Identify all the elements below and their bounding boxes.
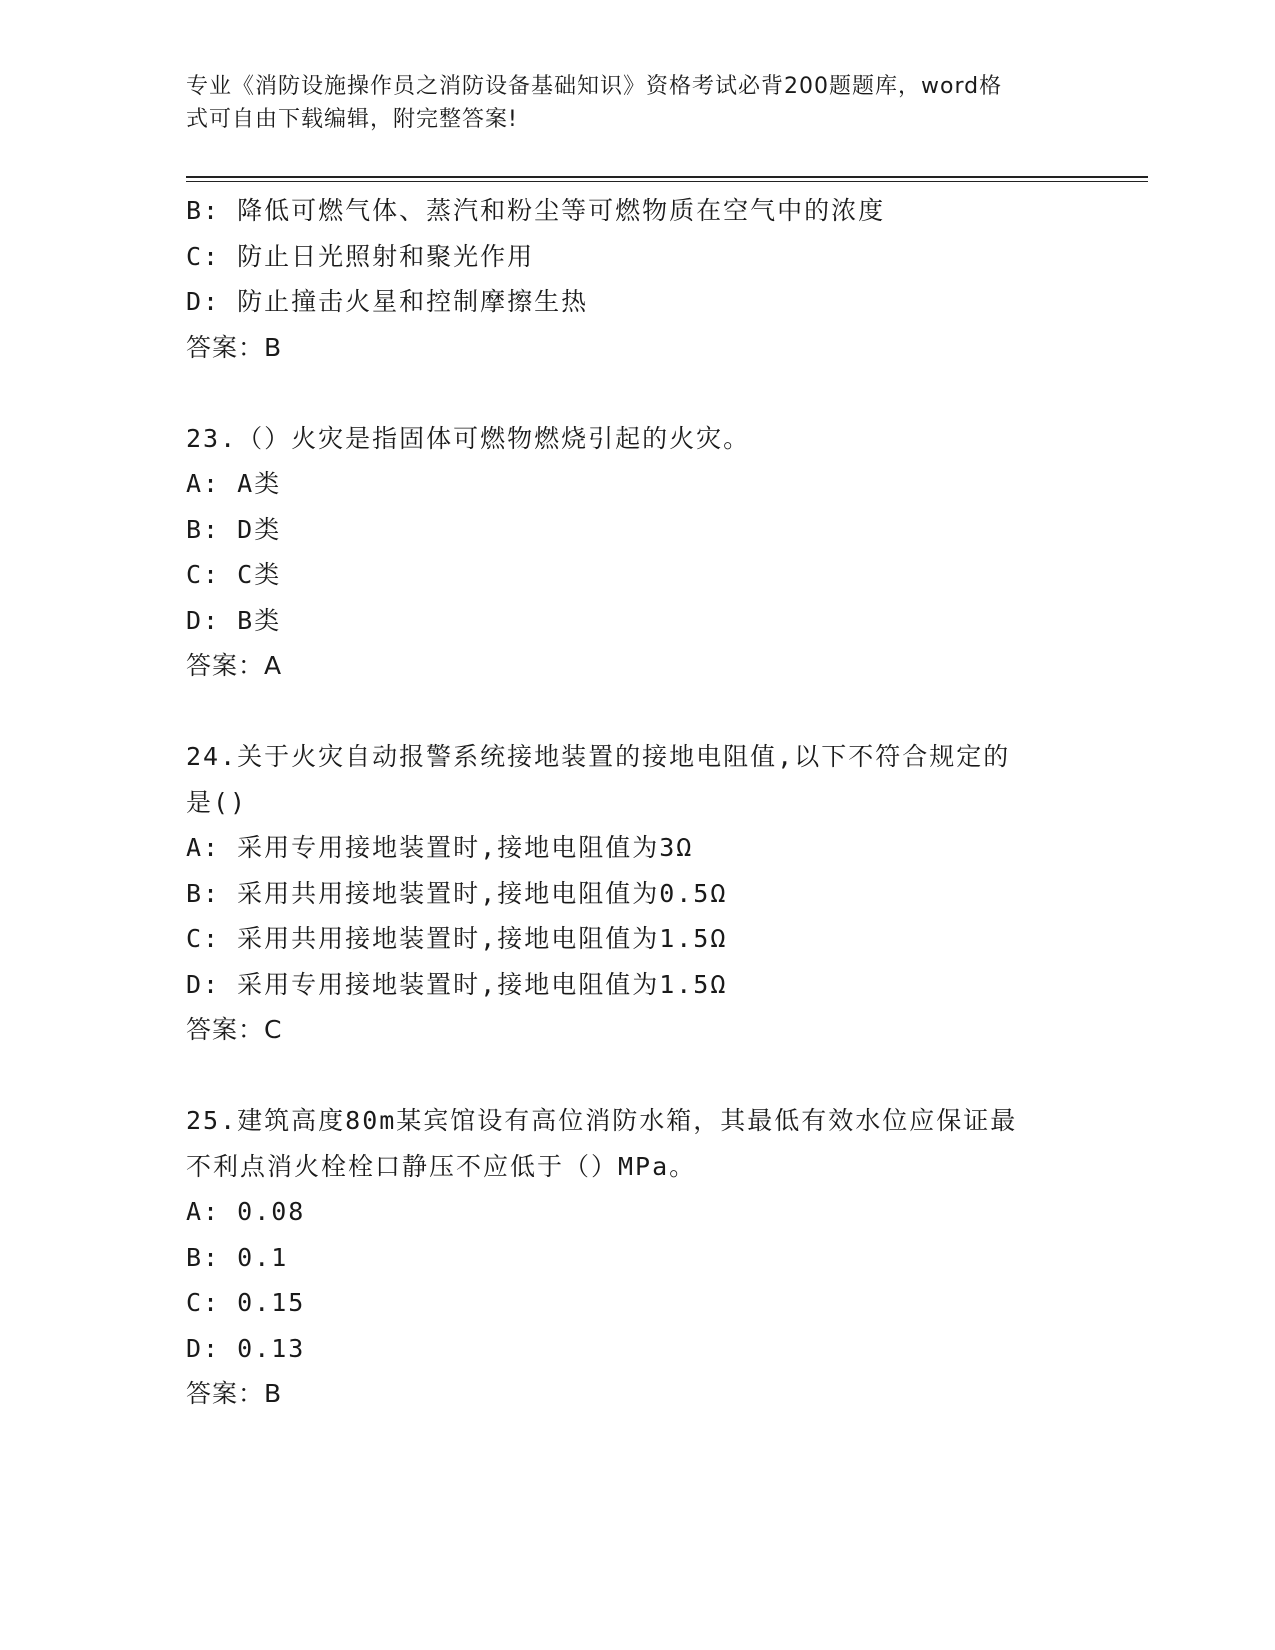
option-d: D: 防止撞击火星和控制摩擦生热 (186, 287, 589, 316)
option-b: B: D类 (186, 514, 282, 544)
spacer (186, 1053, 1086, 1099)
header-line-1: 专业《消防设施操作员之消防设备基础知识》资格考试必背200题题库，word格 (186, 74, 1003, 99)
question-22-fragment (186, 188, 1086, 370)
option-a: A: A类 (186, 469, 282, 498)
question-23 (186, 416, 1086, 689)
option-b: B: 采用共用接地装置时,接地电阻值为0.5Ω (186, 878, 728, 908)
question-stem: 23.（）火灾是指固体可燃物燃烧引起的火灾。 (186, 423, 751, 453)
question-24 (186, 734, 1086, 1053)
option-d: D: B类 (186, 605, 282, 635)
header-divider-thick (186, 176, 1148, 178)
answer-line: 答案：C (186, 1015, 283, 1044)
document-header (186, 70, 1066, 136)
answer-line: 答案：B (186, 332, 283, 362)
question-stem: 24.关于火灾自动报警系统接地装置的接地电阻值,以下不符合规定的 (186, 742, 1011, 771)
header-divider-thin (186, 181, 1148, 182)
option-a: A: 采用专用接地装置时,接地电阻值为3Ω (186, 833, 694, 862)
question-stem: 25.建筑高度80m某宾馆设有高位消防水箱，其最低有效水位应保证最 (186, 1106, 1018, 1135)
question-list (186, 188, 1086, 1417)
option-a: A: 0.08 (186, 1197, 306, 1226)
option-c: C: 防止日光照射和聚光作用 (186, 241, 535, 271)
spacer (186, 689, 1086, 735)
question-stem-continued: 是() (186, 787, 248, 817)
answer-line: 答案：B (186, 1379, 283, 1408)
option-d: D: 采用专用接地装置时,接地电阻值为1.5Ω (186, 969, 728, 999)
question-25 (186, 1098, 1086, 1417)
option-d: D: 0.13 (186, 1333, 306, 1363)
answer-line: 答案：A (186, 651, 283, 680)
option-c: C: 采用共用接地装置时,接地电阻值为1.5Ω (186, 924, 728, 953)
option-c: C: 0.15 (186, 1288, 306, 1317)
question-stem-continued: 不利点消火栓栓口静压不应低于（）MPa。 (186, 1151, 697, 1181)
header-line-2: 式可自由下载编辑，附完整答案! (186, 107, 518, 132)
option-c: C: C类 (186, 560, 282, 589)
spacer (186, 370, 1086, 416)
option-b: B: 降低可燃气体、蒸汽和粉尘等可燃物质在空气中的浓度 (186, 196, 886, 225)
option-b: B: 0.1 (186, 1242, 289, 1272)
